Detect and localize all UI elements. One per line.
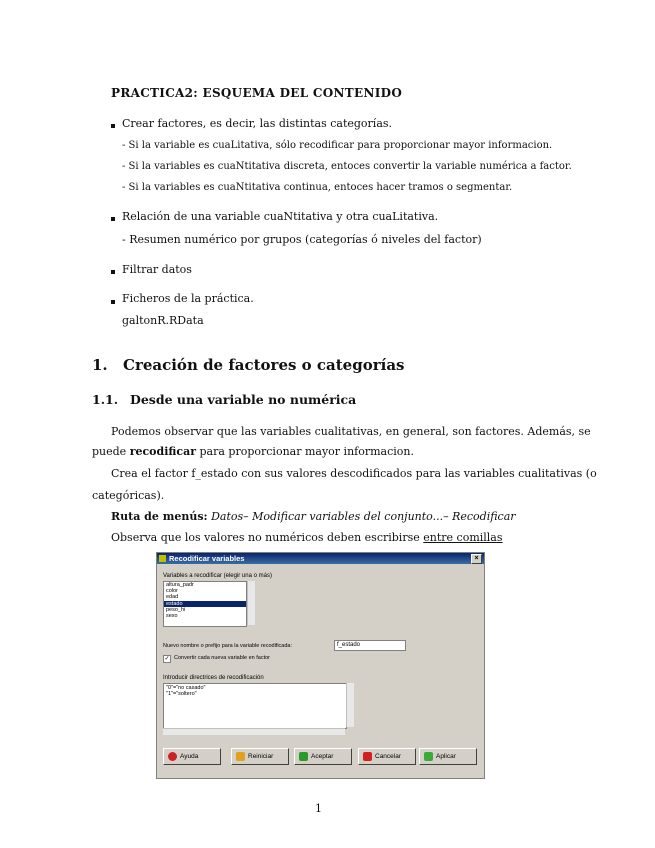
- list-item[interactable]: sexo: [166, 612, 178, 619]
- bullet-2-sub-1: - Resumen numérico por grupos (categorías ó niveles del factor): [122, 233, 482, 246]
- variables-label: Variables a recodificar (elegir una o más): [163, 573, 272, 579]
- directives-hscrollbar[interactable]: [163, 728, 345, 735]
- bullet-4-text: Ficheros de la práctica.: [122, 292, 254, 305]
- directives-textarea[interactable]: [163, 683, 347, 729]
- factor-checkbox-label: Convertir cada nueva variable en factor: [174, 655, 270, 661]
- directives-label: Introducir directrices de recodificación: [163, 675, 264, 681]
- bullet-3-text: Filtrar datos: [122, 263, 192, 276]
- list-item[interactable]: edad: [166, 594, 179, 601]
- paragraph-2-line-1: Crea el factor f_estado con sus valores descodificados para las variables cualitativas (o: [111, 467, 597, 480]
- recode-variables-dialog: [156, 552, 485, 779]
- apply-button[interactable]: Aplicar: [419, 748, 477, 765]
- paragraph-3: [111, 531, 503, 544]
- bullet-1-sub-2: - Si la variables es cuaNtitativa discreta, entoces convertir la variable numérica a factor.: [122, 161, 572, 172]
- new-name-input[interactable]: f_estado: [334, 640, 406, 651]
- forward-arrow-icon: [424, 752, 433, 761]
- variables-listbox[interactable]: [163, 581, 247, 627]
- route-line: [111, 510, 516, 523]
- list-item-selected[interactable]: estado: [164, 601, 246, 607]
- variables-scrollbar[interactable]: [247, 581, 255, 625]
- directive-line: "1"="soltero": [166, 691, 197, 698]
- close-icon[interactable]: ×: [471, 554, 482, 564]
- subsection-title: Desde una variable no numérica: [130, 392, 357, 407]
- paragraph-2-line-2: categóricas).: [92, 489, 165, 502]
- list-item[interactable]: altura_padr: [166, 582, 194, 588]
- paragraph-1-pre: puede: [92, 445, 127, 458]
- paragraph-1-line-2: [92, 445, 414, 458]
- bullet-1-sub-1: - Si la variable es cuaLitativa, sólo recodificar para proporcionar mayor informacion.: [122, 140, 553, 151]
- new-name-label: Nuevo nombre o prefijo para la variable recodificada:: [163, 643, 293, 649]
- app-icon: [159, 555, 166, 562]
- paragraph-1-line-1: Podemos observar que las variables cualitativas, en general, son factores. Además, se: [111, 425, 591, 438]
- bullet-1-text: Crear factores, es decir, las distintas categorías.: [122, 117, 393, 130]
- paragraph-3-pre: Observa que los valores no numéricos deben escribirse: [111, 531, 420, 544]
- paragraph-1-post: para proporcionar mayor informacion.: [199, 445, 414, 458]
- paragraph-3-underlined: entre comillas: [423, 531, 503, 544]
- factor-checkbox[interactable]: ✓: [164, 656, 170, 662]
- directive-line: "0"="no casado": [166, 685, 206, 691]
- bullet-2-text: Relación de una variable cuaNtitativa y otra cuaLitativa.: [122, 210, 439, 223]
- dialog-titlebar: [157, 553, 484, 564]
- list-item[interactable]: peso_hi: [166, 606, 186, 613]
- page-number: 1: [315, 802, 322, 815]
- reset-button[interactable]: Reiniciar: [231, 748, 289, 765]
- bullet-4-sub-1: galtonR.RData: [122, 314, 204, 327]
- practice-heading: PRACTICA2: ESQUEMA DEL CONTENIDO: [111, 86, 403, 100]
- section-title: Creación de factores o categorías: [123, 356, 405, 374]
- bullet-marker: [111, 270, 115, 274]
- bullet-marker: [111, 217, 115, 221]
- list-item[interactable]: color: [166, 588, 178, 595]
- bullet-1-sub-3: - Si la variables es cuaNtitativa continua, entoces hacer tramos o segmentar.: [122, 182, 513, 193]
- bullet-marker: [111, 300, 115, 304]
- cross-icon: [363, 752, 372, 761]
- ok-button[interactable]: Aceptar: [294, 748, 352, 765]
- subsection-number: 1.1.: [92, 392, 119, 407]
- undo-arrow-icon: [236, 752, 245, 761]
- help-button[interactable]: Ayuda: [163, 748, 221, 765]
- directives-vscrollbar[interactable]: [346, 683, 354, 727]
- route-value: Datos– Modificar variables del conjunto...– Recodificar: [211, 510, 516, 523]
- route-label: Ruta de menús:: [111, 510, 208, 523]
- recodificar-keyword: recodificar: [129, 445, 197, 458]
- section-number: 1.: [92, 356, 108, 374]
- dialog-title: Recodificar variables: [169, 554, 245, 563]
- checkmark-icon: [299, 752, 308, 761]
- cancel-button[interactable]: Cancelar: [358, 748, 416, 765]
- help-icon: [168, 752, 177, 761]
- bullet-marker: [111, 124, 115, 128]
